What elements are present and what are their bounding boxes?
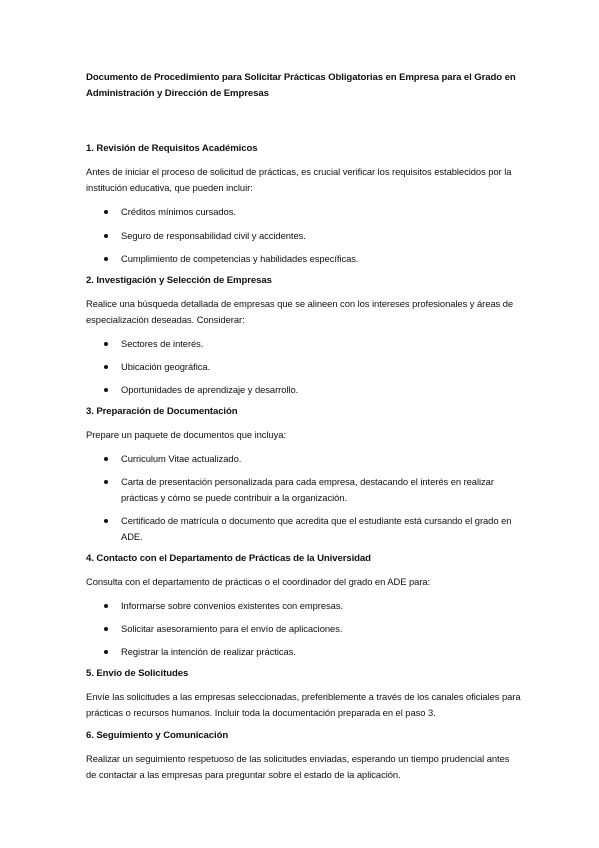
bullet-text: Carta de presentación personalizada para cada empresa, destacando el interés en realizar prácticas y cómo se puede contribuir a la organización. bbox=[121, 476, 494, 503]
section-heading: 6. Seguimiento y Comunicación bbox=[86, 730, 229, 741]
bullet-list bbox=[86, 598, 522, 660]
section-paragraph: Realice una búsqueda detallada de empresas que se alineen con los intereses profesionales y áreas de especialización deseadas. Considerar: bbox=[86, 298, 514, 325]
bullet-text: Curriculum Vitae actualizado. bbox=[121, 453, 242, 464]
bullet-icon bbox=[104, 650, 108, 654]
bullet-item bbox=[86, 598, 522, 614]
bullet-icon bbox=[104, 480, 108, 484]
section-paragraph: Realizar un seguimiento respetuoso de las solicitudes enviadas, esperando un tiempo prudencial antes de contactar a las empresas para preguntar sobre el estado de la aplicación. bbox=[86, 753, 510, 780]
bullet-item bbox=[86, 336, 522, 352]
bullet-icon bbox=[104, 519, 108, 523]
bullet-text: Informarse sobre convenios existentes con empresas. bbox=[121, 600, 344, 611]
section-investigacion bbox=[86, 274, 522, 398]
bullet-item bbox=[86, 359, 522, 375]
section-envio bbox=[86, 667, 522, 721]
bullet-item bbox=[86, 251, 522, 267]
bullet-item bbox=[86, 644, 522, 660]
document-content bbox=[86, 70, 522, 791]
bullet-icon bbox=[104, 627, 108, 631]
bullet-icon bbox=[104, 388, 108, 392]
bullet-text: Certificado de matrícula o documento que acredita que el estudiante está cursando el grado en ADE. bbox=[121, 515, 512, 542]
bullet-text: Cumplimiento de competencias y habilidades específicas. bbox=[121, 253, 359, 264]
bullet-icon bbox=[104, 365, 108, 369]
bullet-text: Ubicación geográfica. bbox=[121, 361, 211, 372]
bullet-text: Créditos mínimos cursados. bbox=[121, 206, 236, 217]
bullet-text: Oportunidades de aprendizaje y desarrollo. bbox=[121, 384, 299, 395]
section-contacto bbox=[86, 552, 522, 660]
section-heading: 4. Contacto con el Departamento de Prácticas de la Universidad bbox=[86, 553, 371, 564]
bullet-icon bbox=[104, 210, 108, 214]
bullet-item bbox=[86, 382, 522, 398]
section-heading: 5. Envío de Solicitudes bbox=[86, 668, 189, 679]
bullet-list bbox=[86, 204, 522, 267]
bullet-text: Solicitar asesoramiento para el envío de aplicaciones. bbox=[121, 623, 343, 634]
section-paragraph: Consulta con el departamento de prácticas o el coordinador del grado en ADE para: bbox=[86, 576, 431, 587]
section-paragraph: Envíe las solicitudes a las empresas seleccionadas, preferiblemente a través de los canales oficiales para prácticas o recursos humanos. Incluir toda la documentación preparada en el paso 3. bbox=[86, 691, 521, 718]
bullet-icon bbox=[104, 342, 108, 346]
section-heading: 3. Preparación de Documentación bbox=[86, 406, 238, 417]
section-requisitos bbox=[86, 142, 522, 267]
section-heading: 2. Investigación y Selección de Empresas bbox=[86, 275, 272, 286]
bullet-item bbox=[86, 228, 522, 244]
document-title: Documento de Procedimiento para Solicitar Prácticas Obligatorias en Empresa para el Grado en Administración y Dirección de Empresas bbox=[86, 72, 516, 99]
bullet-icon bbox=[104, 457, 108, 461]
section-seguimiento bbox=[86, 729, 522, 783]
bullet-item bbox=[86, 621, 522, 637]
section-documentacion bbox=[86, 405, 522, 545]
bullet-list bbox=[86, 336, 522, 398]
bullet-icon bbox=[104, 604, 108, 608]
bullet-list bbox=[86, 451, 522, 545]
bullet-icon bbox=[104, 257, 108, 261]
bullet-item bbox=[86, 474, 522, 506]
bullet-icon bbox=[104, 234, 108, 238]
bullet-text: Sectores de interés. bbox=[121, 338, 204, 349]
bullet-text: Seguro de responsabilidad civil y accidentes. bbox=[121, 230, 306, 241]
bullet-item bbox=[86, 451, 522, 467]
bullet-item bbox=[86, 513, 522, 545]
bullet-item bbox=[86, 204, 522, 220]
section-paragraph: Prepare un paquete de documentos que incluya: bbox=[86, 429, 286, 440]
section-heading: 1. Revisión de Requisitos Académicos bbox=[86, 143, 258, 154]
section-paragraph: Antes de iniciar el proceso de solicitud de prácticas, es crucial verificar los requisitos establecidos por la institución educativa, que pueden incluir: bbox=[86, 166, 512, 193]
bullet-text: Registrar la intención de realizar prácticas. bbox=[121, 646, 296, 657]
